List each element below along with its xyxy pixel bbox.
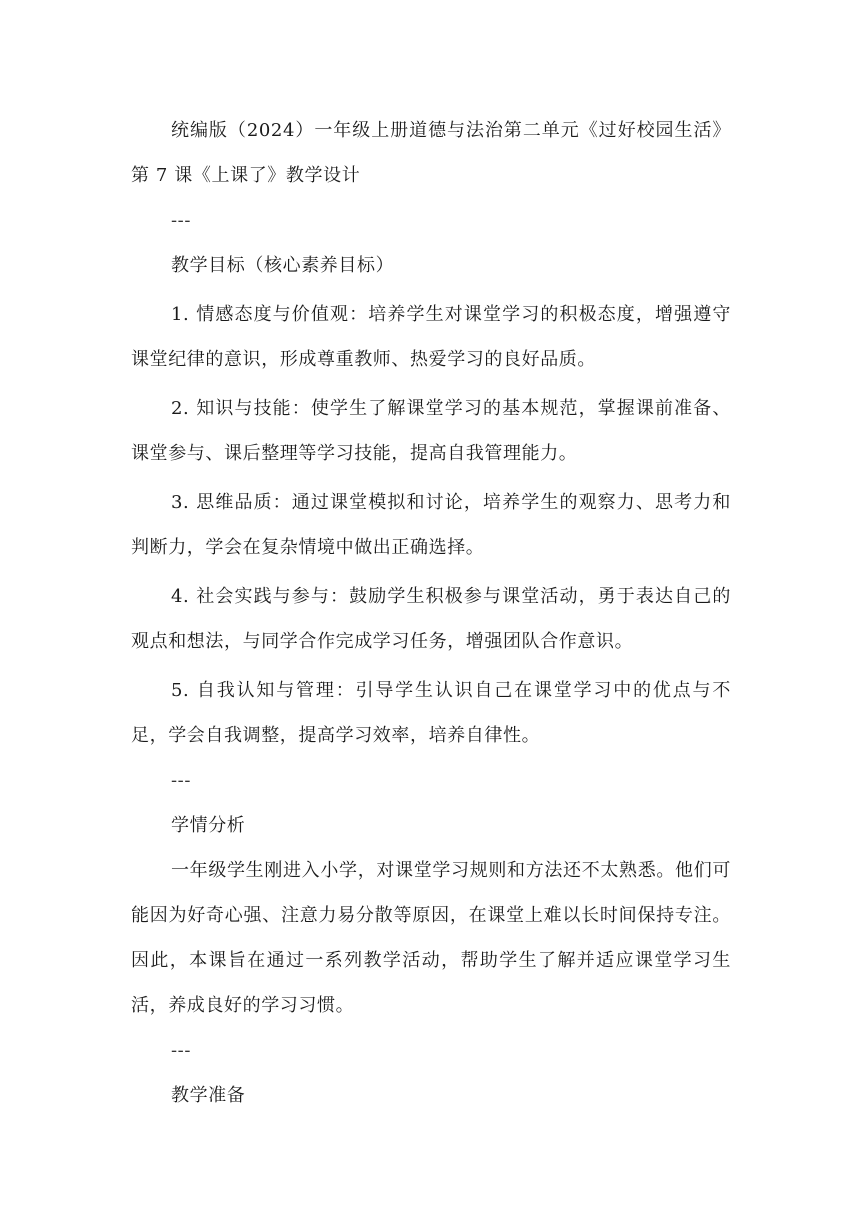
document-body xyxy=(131,108,731,1118)
analysis-paragraph: 一年级学生刚进入小学，对课堂学习规则和方法还不太熟悉。他们可能因为好奇心强、注意力易分散等原因，在课堂上难以长时间保持专注。因此，本课旨在通过一系列教学活动，帮助学生了解并适应课堂学习生活，养成良好的学习习惯。 xyxy=(131,860,731,1016)
goal-item: 3. 思维品质：通过课堂模拟和讨论，培养学生的观察力、思考力和判断力，学会在复杂情境中做出正确选择。 xyxy=(131,492,731,558)
goal-item: 5. 自我认知与管理：引导学生认识自己在课堂学习中的优点与不足，学会自我调整，提高学习效率，培养自律性。 xyxy=(131,680,731,746)
document-title: 统编版（2024）一年级上册道德与法治第二单元《过好校园生活》第 7 课《上课了》教学设计 xyxy=(131,120,731,186)
section-heading-goals: 教学目标（核心素养目标） xyxy=(171,255,395,276)
section-heading-analysis: 学情分析 xyxy=(171,815,246,836)
separator: --- xyxy=(171,210,192,231)
goal-item: 1. 情感态度与价值观：培养学生对课堂学习的积极态度，增强遵守课堂纪律的意识，形成尊重教师、热爱学习的良好品质。 xyxy=(131,304,731,370)
section-heading-preparation: 教学准备 xyxy=(171,1085,246,1106)
goal-item: 2. 知识与技能：使学生了解课堂学习的基本规范，掌握课前准备、课堂参与、课后整理等学习技能，提高自我管理能力。 xyxy=(131,398,731,464)
separator: --- xyxy=(171,770,192,791)
goal-item: 4. 社会实践与参与：鼓励学生积极参与课堂活动，勇于表达自己的观点和想法，与同学合作完成学习任务，增强团队合作意识。 xyxy=(131,586,731,652)
separator: --- xyxy=(171,1040,192,1061)
